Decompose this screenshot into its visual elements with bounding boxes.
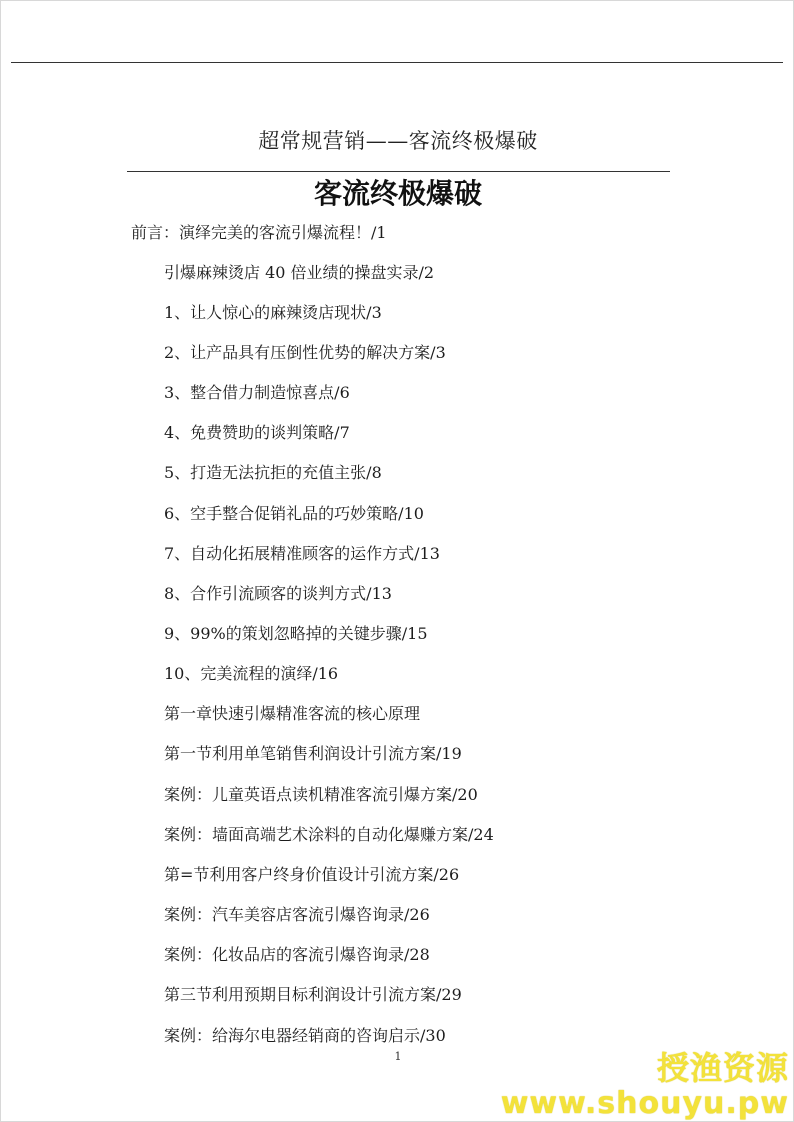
watermark-site-name: 授渔资源 <box>656 1049 789 1087</box>
toc-entry: 8、合作引流顾客的谈判方式/13 <box>164 584 392 603</box>
toc-entry: 第=节利用客户终身价值设计引流方案/26 <box>164 865 460 884</box>
toc-entry: 9、99%的策划忽略掉的关键步骤/15 <box>164 624 428 643</box>
toc-entry: 案例：儿童英语点读机精准客流引爆方案/20 <box>164 785 478 804</box>
toc-entry: 2、让产品具有压倒性优势的解决方案/3 <box>164 343 446 362</box>
toc-entry: 3、整合借力制造惊喜点/6 <box>164 383 350 402</box>
toc-entry: 案例：汽车美容店客流引爆咨询录/26 <box>164 905 430 924</box>
toc-entry: 引爆麻辣烫店 40 倍业绩的操盘实录/2 <box>164 263 435 282</box>
toc-entry: 1、让人惊心的麻辣烫店现状/3 <box>164 303 382 322</box>
toc-entry: 案例：化妆品店的客流引爆咨询录/28 <box>164 945 430 964</box>
toc-entry: 7、自动化拓展精准顾客的运作方式/13 <box>164 544 440 563</box>
toc-entry: 前言：演绎完美的客流引爆流程！/1 <box>131 223 387 242</box>
watermark-url: www.shouyu.pw <box>500 1086 789 1121</box>
toc-entry: 案例：给海尔电器经销商的咨询启示/30 <box>164 1026 446 1045</box>
toc-entry: 案例：墙面高端艺术涂料的自动化爆赚方案/24 <box>164 825 494 844</box>
document-title: 客流终极爆破 <box>313 177 482 210</box>
page-number: 1 <box>394 1050 402 1063</box>
running-header-title: 超常规营销——客流终极爆破 <box>258 129 538 153</box>
toc-entry: 4、免费赞助的谈判策略/7 <box>164 423 350 442</box>
toc-entry: 第一节利用单笔销售利润设计引流方案/19 <box>164 744 462 763</box>
toc-entry: 10、完美流程的演绎/16 <box>164 664 339 683</box>
toc-entry: 第一章快速引爆精准客流的核心原理 <box>164 704 421 723</box>
toc-entry: 第三节利用预期目标利润设计引流方案/29 <box>164 985 462 1004</box>
top-rule <box>11 62 783 63</box>
toc-entry: 6、空手整合促销礼品的巧妙策略/10 <box>164 504 424 523</box>
toc-entry: 5、打造无法抗拒的充值主张/8 <box>164 463 382 482</box>
